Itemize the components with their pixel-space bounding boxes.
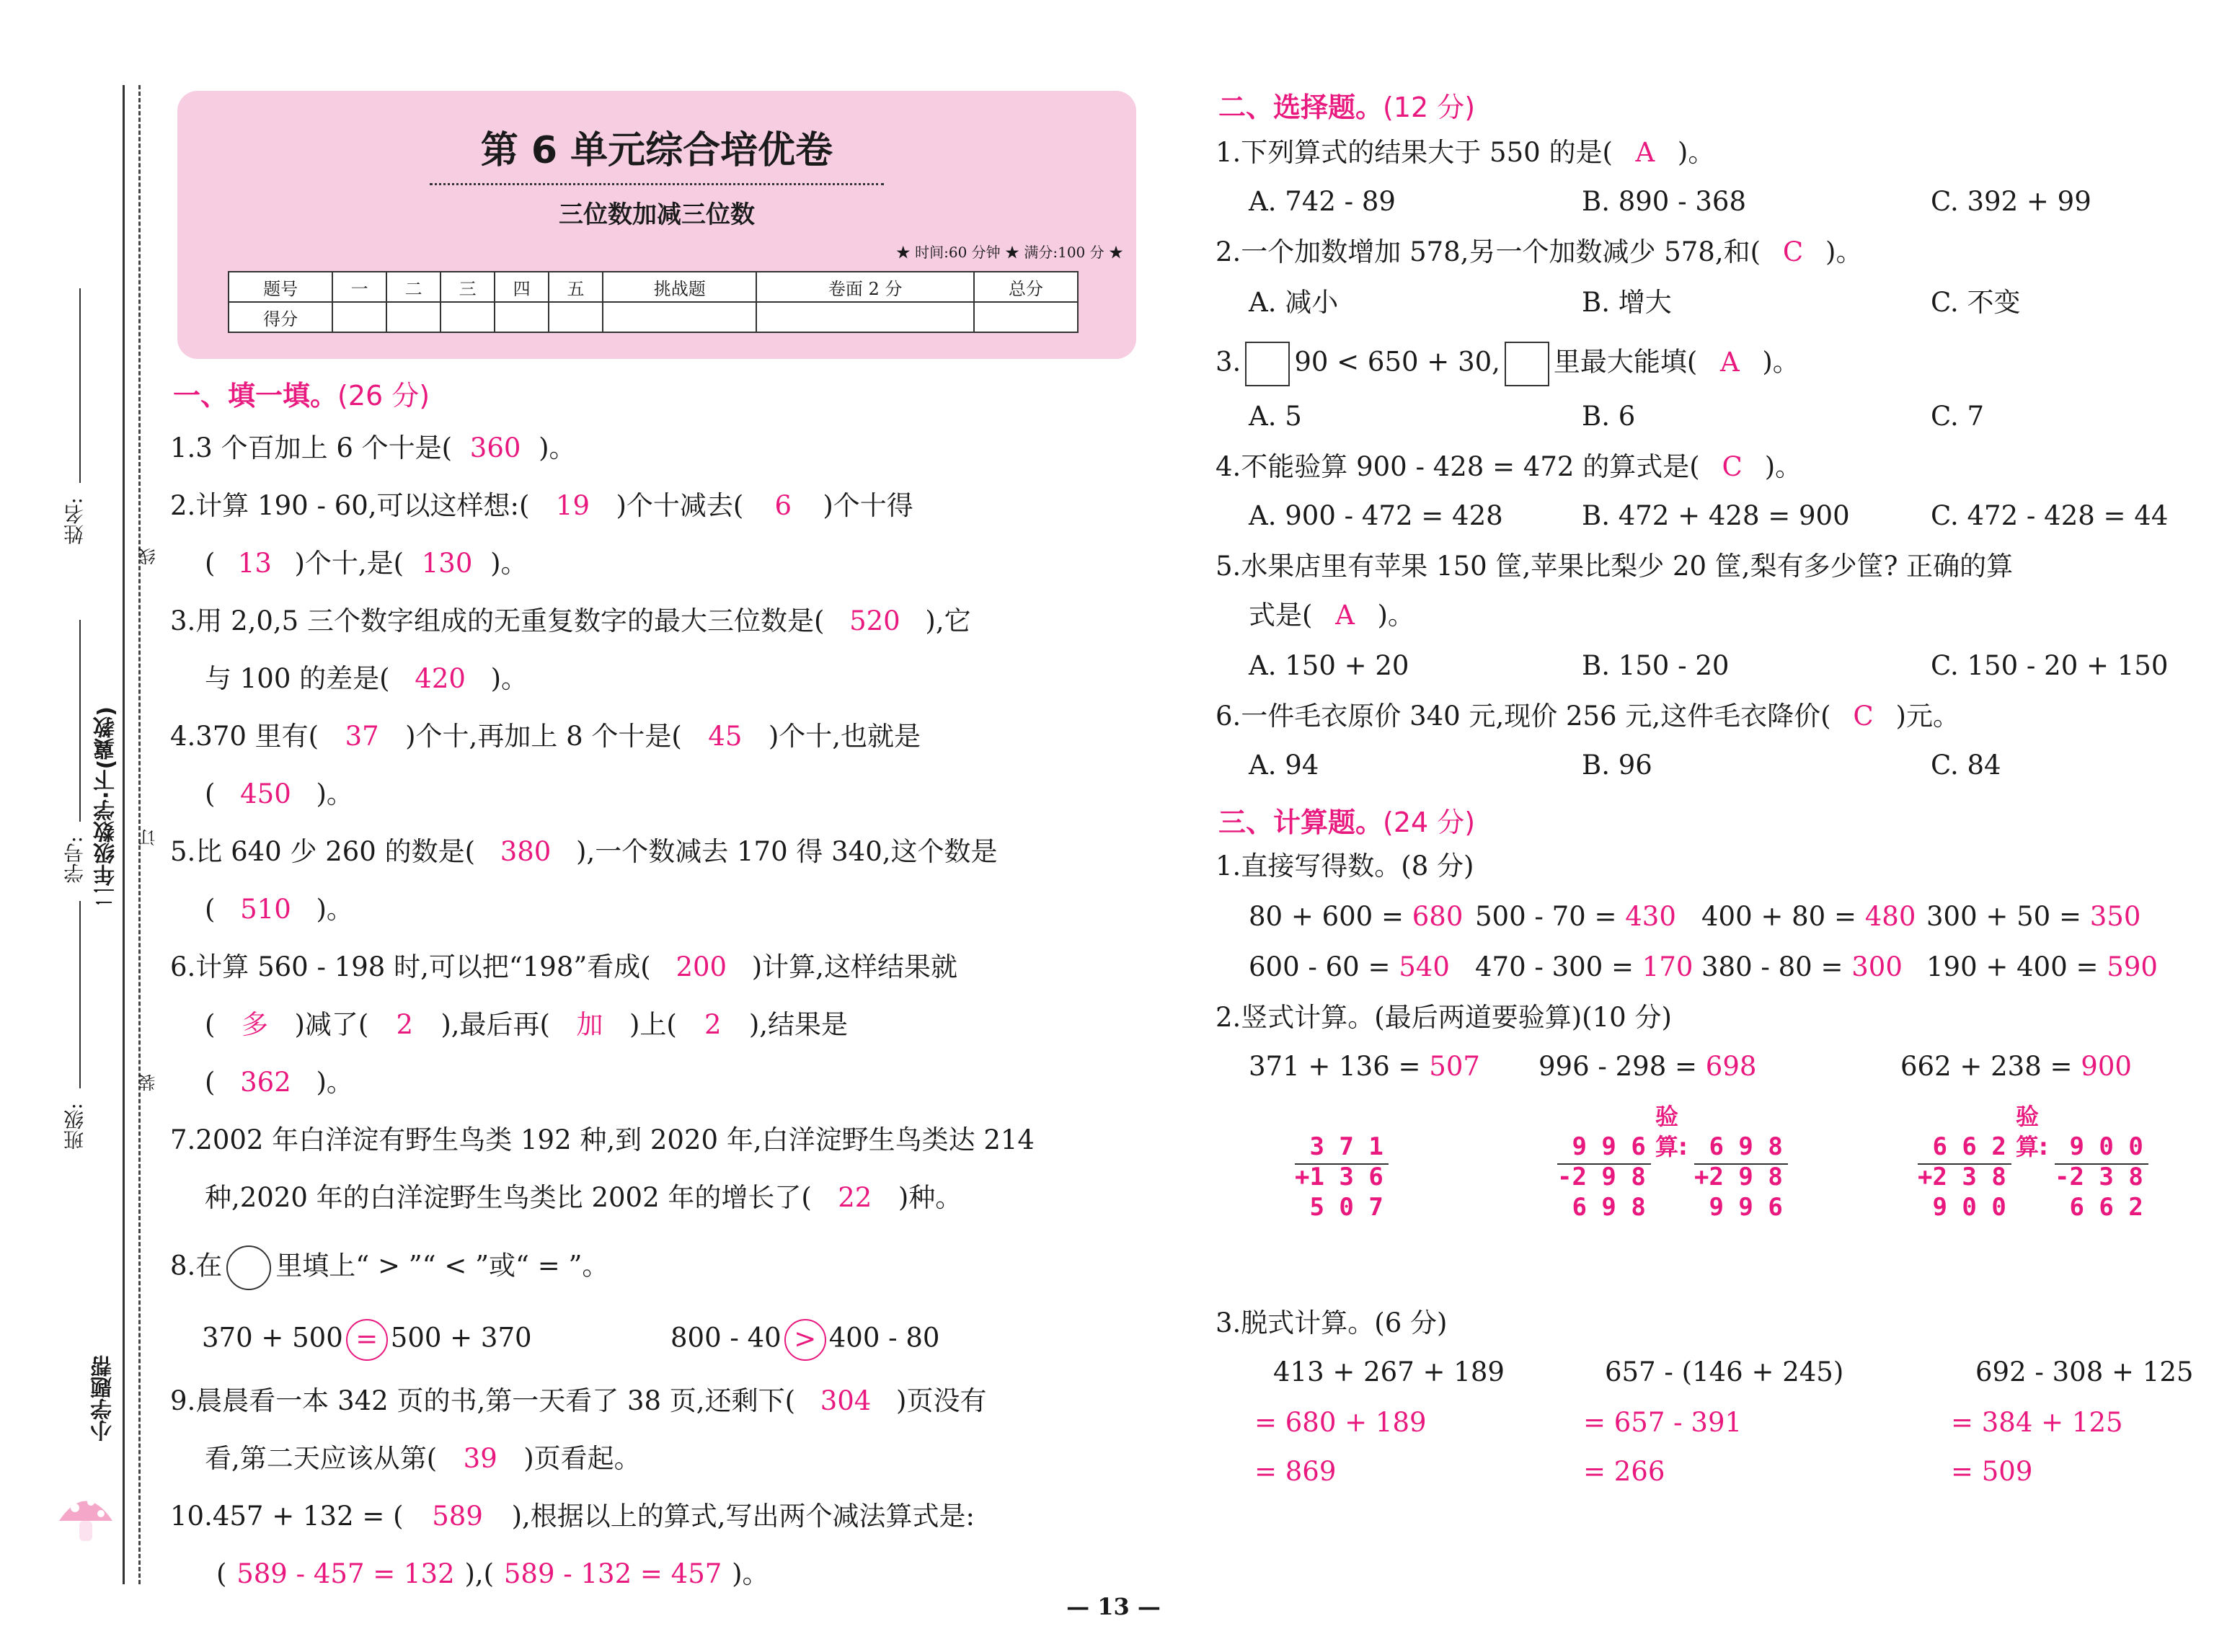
- vert-divider: [1694, 1163, 1788, 1165]
- answer: 520: [849, 605, 900, 636]
- q-text: 80 + 600 =: [1249, 901, 1412, 932]
- q-text: )上(: [629, 1009, 677, 1040]
- section3-score: (24 分): [1383, 807, 1476, 838]
- s1-q6-line1: [170, 950, 957, 985]
- vert-divider: [1557, 1163, 1651, 1165]
- header-box: [177, 91, 1136, 359]
- answer: 680: [1412, 901, 1464, 932]
- s2-q5-line1: 5.水果店里有苹果 150 筐,苹果比梨少 20 筐,梨有多少筐? 正确的算: [1216, 551, 2014, 582]
- score-cell: 五: [549, 272, 603, 302]
- s3-p2-title: 2.竖式计算。(最后两道要验算)(10 分): [1216, 1002, 1672, 1033]
- score-table-header-row: [229, 272, 1078, 302]
- vert-row: +2 9 8: [1694, 1163, 1783, 1191]
- answer: A: [1335, 600, 1355, 631]
- vert-row: 3 7 1: [1295, 1132, 1383, 1161]
- q-text: 1.下列算式的结果大于 550 的是(: [1216, 137, 1613, 168]
- section1-heading: [173, 373, 430, 413]
- class-label: 班级:: [63, 1103, 87, 1150]
- q-text: )个十减去(: [616, 490, 744, 521]
- q-text: )。: [316, 894, 353, 925]
- s3-p2-expr: [1249, 1049, 1480, 1084]
- vert-row: 6 6 2: [1918, 1132, 2006, 1161]
- q-text: )。: [316, 778, 353, 809]
- s3-p1-item: [1249, 900, 1463, 934]
- answer: 13: [237, 548, 272, 579]
- s2-q3-opt-c: C. 7: [1931, 401, 1985, 432]
- s2-q3: [1216, 342, 1799, 386]
- q-text: 90 < 650 + 30,: [1294, 346, 1500, 378]
- q-text: )个十得: [823, 490, 913, 521]
- vert-divider: [2055, 1163, 2148, 1165]
- s3-p3-s2: = 869: [1254, 1456, 1337, 1487]
- answer: 350: [2089, 901, 2141, 932]
- q-text: )个十,再加上 8 个十是(: [405, 721, 682, 752]
- section2-score: (12 分): [1383, 92, 1476, 123]
- s3-p1-item: [1926, 900, 2140, 934]
- score-cell: 总分: [974, 272, 1078, 302]
- q-text: 380 - 80 =: [1701, 951, 1852, 982]
- q-text: )个十,是(: [294, 548, 404, 579]
- check-calc-2: [1694, 1101, 1783, 1222]
- s3-p2-expr: [1538, 1049, 1756, 1084]
- q-text: )。: [1764, 451, 1802, 482]
- s1-q3-line1: [170, 604, 971, 639]
- q-text: (: [205, 894, 216, 925]
- title-divider: [430, 183, 884, 185]
- vert-divider: [1295, 1163, 1389, 1165]
- score-cell: 得分: [229, 302, 332, 332]
- q-text: (: [216, 1558, 227, 1589]
- s3-p1-item: [1475, 900, 1676, 934]
- name-underline: [79, 288, 81, 483]
- s1-q5-line1: [170, 835, 998, 869]
- q-text: )元。: [1895, 701, 1960, 732]
- answer: C: [1722, 451, 1743, 482]
- score-cell: 三: [440, 272, 495, 302]
- s2-q4-opt-b: B. 472 + 428 = 900: [1582, 500, 1850, 531]
- answer: 589 - 132 = 457: [503, 1558, 722, 1589]
- q-text: 470 - 300 =: [1475, 951, 1642, 982]
- vert-row: 6 9 8: [1694, 1132, 1783, 1161]
- cut-zhuang-char: 装: [138, 1074, 159, 1091]
- vert-divider: [1918, 1163, 2011, 1165]
- q-text: 看,第二天应该从第(: [205, 1443, 438, 1474]
- answer: 430: [1625, 901, 1676, 932]
- s1-q6-line3: [205, 1065, 353, 1100]
- vert-row: 9 9 6: [1694, 1193, 1783, 1222]
- margin-border: [123, 85, 125, 1584]
- q-text: 5.比 640 少 260 的数是(: [170, 836, 476, 867]
- answer: 加: [576, 1009, 603, 1040]
- q-text: 662 + 238 =: [1900, 1051, 2081, 1082]
- score-input-cell[interactable]: [440, 302, 495, 332]
- answer: 900: [2081, 1051, 2132, 1082]
- vert-row: 5 0 7: [1295, 1193, 1383, 1222]
- score-input-cell[interactable]: [332, 302, 386, 332]
- q-text: 9.晨晨看一本 342 页的书,第一天看了 38 页,还剩下(: [170, 1385, 796, 1416]
- s1-q4-line1: [170, 719, 921, 754]
- s2-q5-line2: [1249, 598, 1414, 633]
- answer-circle[interactable]: =: [346, 1319, 388, 1361]
- q-text: 6.一件毛衣原价 340 元,现价 256 元,这件毛衣降价(: [1216, 701, 1831, 732]
- cut-line-char: 线: [138, 548, 159, 565]
- section1-score: (26 分): [337, 380, 430, 412]
- s1-q7-line2: [205, 1181, 962, 1215]
- q-text: )页看起。: [523, 1443, 641, 1474]
- answer: 2: [704, 1009, 722, 1040]
- s3-p1-item: [1249, 950, 1450, 985]
- s1-q1: [170, 431, 576, 466]
- q-text: )。: [1377, 600, 1414, 631]
- s3-p1-title: 1.直接写得数。(8 分): [1216, 851, 1474, 881]
- cut-ding-char: 订: [138, 829, 159, 846]
- q-text: 与 100 的差是(: [205, 663, 390, 694]
- score-input-cell[interactable]: [974, 302, 1078, 332]
- s2-q5-opt-b: B. 150 - 20: [1582, 650, 1730, 681]
- s2-q6-opt-c: C. 84: [1931, 750, 2001, 781]
- q-text: 4.不能验算 900 - 428 = 472 的算式是(: [1216, 451, 1700, 482]
- vert-row: 6 9 8: [1557, 1193, 1646, 1222]
- s2-q3-opt-b: B. 6: [1582, 401, 1636, 432]
- q-text: 800 - 40: [670, 1322, 782, 1354]
- id-underline: [79, 620, 81, 822]
- name-label: 姓名:: [63, 497, 87, 545]
- s3-p3-s1: = 657 - 391: [1583, 1407, 1743, 1438]
- s3-p3-q3: 692 - 308 + 125: [1975, 1356, 2194, 1387]
- q-text: 2.一个加数增加 578,另一个加数减少 578,和(: [1216, 236, 1761, 267]
- s2-q4: [1216, 450, 1802, 484]
- answer: 510: [240, 894, 291, 925]
- s3-p1-item: [1475, 950, 1693, 985]
- s2-q6-opt-b: B. 96: [1582, 750, 1652, 781]
- answer: 420: [415, 663, 466, 694]
- answer: A: [1635, 137, 1655, 168]
- answer: 380: [500, 836, 552, 867]
- answer: 39: [463, 1443, 497, 1474]
- s3-p1-item: [1926, 950, 2158, 985]
- check-label: 验 算:: [2016, 1103, 2048, 1160]
- exam-meta: ★ 时间:60 分钟 ★ 满分:100 分 ★: [895, 244, 1123, 261]
- s1-q9-line2: [205, 1442, 641, 1476]
- q-text: 190 + 400 =: [1926, 951, 2107, 982]
- answer: 37: [345, 721, 379, 752]
- q-text: 4.370 里有(: [170, 721, 319, 752]
- answer: 540: [1399, 951, 1450, 982]
- book-label: 二年级数学·下(冀教): [94, 706, 119, 907]
- vert-row: 9 0 0: [2055, 1132, 2143, 1161]
- page-title: 第 6 单元综合培优卷: [480, 129, 833, 172]
- score-input-cell[interactable]: [549, 302, 603, 332]
- answer: 300: [1851, 951, 1903, 982]
- class-underline: [79, 901, 81, 1088]
- q-text: 400 + 80 =: [1701, 901, 1865, 932]
- vert-row: -2 9 8: [1557, 1163, 1646, 1191]
- q-text: 400 - 80: [828, 1322, 940, 1354]
- answer: C: [1853, 701, 1874, 732]
- score-cell: 题号: [229, 272, 332, 302]
- answer: 450: [240, 778, 291, 809]
- q-text: ),它: [925, 605, 971, 636]
- section2-title: 二、选择题。: [1218, 92, 1383, 123]
- score-input-cell[interactable]: [495, 302, 549, 332]
- vertical-calc-2: [1557, 1101, 1646, 1222]
- q-text: )。: [1762, 346, 1799, 378]
- q-text: 里最大能填(: [1553, 346, 1698, 378]
- s3-p3-q1: 413 + 267 + 189: [1273, 1356, 1505, 1387]
- answer: 304: [820, 1385, 872, 1416]
- q-text: 500 - 70 =: [1475, 901, 1626, 932]
- answer: 多: [241, 1009, 268, 1040]
- s1-q3-line2: [205, 662, 528, 696]
- s1-q4-line2: [205, 777, 353, 812]
- s1-q2-line2: [205, 546, 528, 581]
- score-input-cell[interactable]: [386, 302, 440, 332]
- q-text: ),(: [464, 1558, 495, 1589]
- s1-q10-line2: [216, 1557, 769, 1591]
- score-cell: 二: [386, 272, 440, 302]
- q-text: 3.用 2,0,5 三个数字组成的无重复数字的最大三位数是(: [170, 605, 825, 636]
- s2-q2-opt-a: A. 减小: [1249, 287, 1339, 318]
- score-cell: 四: [495, 272, 549, 302]
- answer: 22: [838, 1182, 872, 1213]
- q-text: )。: [1825, 236, 1863, 267]
- score-cell: 一: [332, 272, 386, 302]
- q-text: 2.计算 190 - 60,可以这样想:(: [170, 490, 530, 521]
- s2-q2-opt-b: B. 增大: [1582, 287, 1672, 318]
- answer: 698: [1705, 1051, 1757, 1082]
- q-text: )种。: [898, 1182, 962, 1213]
- s1-q9-line1: [170, 1384, 986, 1418]
- score-cell: 卷面 2 分: [756, 272, 973, 302]
- vertical-calc-1: [1295, 1101, 1383, 1222]
- q-text: 式是(: [1249, 600, 1313, 631]
- q-text: 3.: [1216, 346, 1241, 378]
- s1-q6-line2: [205, 1008, 848, 1042]
- s2-q6-opt-a: A. 94: [1249, 750, 1319, 781]
- answer: 590: [2107, 951, 2158, 982]
- q-text: 10.457 + 132 = (: [170, 1501, 404, 1532]
- score-cell: 挑战题: [603, 272, 756, 302]
- s3-p3-s2: = 266: [1583, 1456, 1665, 1487]
- q-text: (: [205, 1067, 216, 1098]
- q-text: )计算,这样结果就: [751, 951, 957, 982]
- section1-title: 一、填一填。: [173, 380, 338, 412]
- q-text: )减了(: [294, 1009, 369, 1040]
- q-text: 1.3 个百加上 6 个十是(: [170, 432, 453, 463]
- s3-p3-s1: = 680 + 189: [1254, 1407, 1427, 1438]
- vertical-calc-3: [1918, 1101, 2006, 1222]
- s2-q2: [1216, 235, 1862, 270]
- answer: C: [1782, 236, 1804, 267]
- q-text: ),根据以上的算式,写出两个减法算式是:: [511, 1501, 975, 1532]
- q-text: 里填上“ > ”“ < ”或“ = ”。: [275, 1250, 609, 1282]
- q-text: )。: [490, 548, 528, 579]
- vert-row: +2 3 8: [1918, 1163, 2006, 1191]
- q-text: ),结果是: [748, 1009, 849, 1040]
- answer: 45: [708, 721, 743, 752]
- section2-heading: [1218, 85, 1475, 125]
- score-table: [228, 271, 1079, 333]
- s2-q5-opt-c: C. 150 - 20 + 150: [1931, 650, 2169, 681]
- s1-q7-line1: 7.2002 年白洋淀有野生鸟类 192 种,到 2020 年,白洋淀野生鸟类达 214: [170, 1124, 1035, 1155]
- s3-p3-s1: = 384 + 125: [1951, 1407, 2123, 1438]
- vert-row: 9 9 6: [1557, 1132, 1646, 1161]
- answer: 480: [1864, 901, 1916, 932]
- s1-q8-expr2: [670, 1319, 939, 1361]
- check-label: 验 算:: [1655, 1103, 1688, 1160]
- s1-q8-expr1: [202, 1319, 532, 1361]
- s1-q5-line2: [205, 892, 353, 927]
- s2-q5-opt-a: A. 150 + 20: [1249, 650, 1409, 681]
- q-text: )。: [539, 432, 576, 463]
- q-text: 种,2020 年的白洋淀野生鸟类比 2002 年的增长了(: [205, 1182, 812, 1213]
- s2-q6: [1216, 699, 1960, 734]
- blank-box: [1505, 342, 1549, 386]
- s3-p1-item: [1701, 950, 1903, 985]
- q-text: ),一个数减去 170 得 340,这个数是: [576, 836, 998, 867]
- brand-label: 小学题帮: [91, 1355, 116, 1442]
- s1-q2-line1: [170, 489, 913, 523]
- vert-row: -2 3 8: [2055, 1163, 2143, 1191]
- s1-q8: [170, 1245, 608, 1290]
- q-text: )个十,也就是: [768, 721, 921, 752]
- q-text: )。: [490, 663, 528, 694]
- s3-p3-s2: = 509: [1951, 1456, 2033, 1487]
- page-subtitle: 三位数加减三位数: [559, 200, 755, 229]
- q-text: )。: [316, 1067, 353, 1098]
- s2-q3-opt-a: A. 5: [1249, 401, 1302, 432]
- answer: 589: [432, 1501, 483, 1532]
- score-input-cell[interactable]: [603, 302, 756, 332]
- q-text: )。: [732, 1558, 769, 1589]
- q-text: ),最后再(: [440, 1009, 550, 1040]
- q-text: 300 + 50 =: [1926, 901, 2090, 932]
- check-calc-3: [2055, 1101, 2143, 1222]
- answer: 589 - 457 = 132: [236, 1558, 455, 1589]
- section3-title: 三、计算题。: [1218, 807, 1383, 838]
- s2-q2-opt-c: C. 不变: [1931, 287, 2021, 318]
- s2-q1-opt-a: A. 742 - 89: [1249, 186, 1396, 217]
- answer: 6: [774, 490, 792, 521]
- q-text: 371 + 136 =: [1249, 1051, 1430, 1082]
- answer: 2: [396, 1009, 414, 1040]
- vert-row: 6 6 2: [2055, 1193, 2143, 1222]
- q-text: 500 + 370: [390, 1322, 532, 1354]
- s3-p2-expr: [1900, 1049, 2132, 1084]
- s2-q4-opt-c: C. 472 - 428 = 44: [1931, 500, 2169, 531]
- answer: 130: [421, 548, 473, 579]
- blank-box: [1245, 342, 1290, 386]
- q-text: (: [205, 1009, 216, 1040]
- q-text: 8.在: [170, 1250, 223, 1282]
- s2-q1: [1216, 136, 1714, 170]
- mushroom-icon: [53, 1485, 118, 1550]
- q-text: 996 - 298 =: [1538, 1051, 1706, 1082]
- answer: A: [1719, 346, 1740, 378]
- s2-q1-opt-b: B. 890 - 368: [1582, 186, 1746, 217]
- answer: 19: [555, 490, 590, 521]
- answer: 507: [1429, 1051, 1480, 1082]
- compare-circle: [226, 1245, 271, 1290]
- score-table-score-row: [229, 302, 1078, 332]
- s2-q1-opt-c: C. 392 + 99: [1931, 186, 2091, 217]
- page-number: — 13 —: [1066, 1593, 1161, 1620]
- vert-row: +1 3 6: [1295, 1163, 1383, 1191]
- s3-p3-title: 3.脱式计算。(6 分): [1216, 1307, 1448, 1338]
- answer-circle[interactable]: >: [784, 1319, 826, 1361]
- s3-p1-item: [1701, 900, 1916, 934]
- s2-q4-opt-a: A. 900 - 472 = 428: [1249, 500, 1503, 531]
- q-text: 6.计算 560 - 198 时,可以把“198”看成(: [170, 951, 651, 982]
- score-input-cell[interactable]: [756, 302, 973, 332]
- s1-q10-line1: [170, 1499, 975, 1534]
- section3-heading: [1218, 800, 1475, 840]
- answer: 360: [469, 432, 521, 463]
- q-text: )页没有: [896, 1385, 987, 1416]
- q-text: (: [205, 548, 216, 579]
- q-text: (: [205, 778, 216, 809]
- id-label: 学号:: [63, 836, 87, 884]
- answer: 200: [676, 951, 727, 982]
- q-text: )。: [1677, 137, 1715, 168]
- vert-row: 9 0 0: [1918, 1193, 2006, 1222]
- answer: 362: [240, 1067, 291, 1098]
- q-text: 370 + 500: [202, 1322, 343, 1354]
- answer: 170: [1642, 951, 1694, 982]
- s3-p3-q2: 657 - (146 + 245): [1605, 1356, 1844, 1387]
- q-text: 600 - 60 =: [1249, 951, 1399, 982]
